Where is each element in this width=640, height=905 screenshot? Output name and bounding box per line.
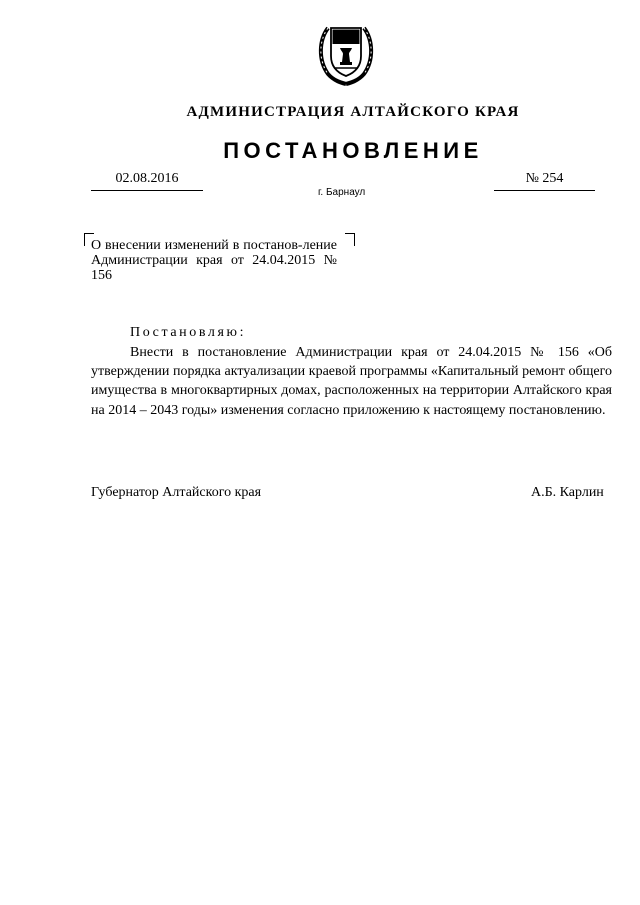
city-label: г. Барнаул — [318, 187, 366, 198]
subject-bracket-top-right — [345, 233, 355, 246]
document-subject: О внесении изменений в постанов-ление Администрации края от 24.04.2015 № 156 — [91, 238, 337, 283]
signer-name: А.Б. Карлин — [531, 485, 604, 500]
document-date: 02.08.2016 — [91, 170, 203, 191]
document-type-heading: ПОСТАНОВЛЕНИЕ — [223, 138, 483, 163]
decree-body-text: Внести в постановление Администрации края от 24.04.2015 № 156 «Об утверждении порядка актуализации краевой программы «Капитальный ремонт общего имущества в многоквартирных домах, расположенных на территории Алтайского края на 2014 – 2043 годы» изменения согласно приложению к настоящему постановлению. — [91, 345, 612, 418]
signer-title: Губернатор Алтайского края — [91, 485, 262, 500]
organization-title: АДМИНИСТРАЦИЯ АЛТАЙСКОГО КРАЯ — [186, 104, 520, 120]
decree-word: Постановляю: — [130, 325, 247, 340]
coat-of-arms-emblem — [316, 18, 376, 86]
document-number: № 254 — [494, 170, 595, 191]
